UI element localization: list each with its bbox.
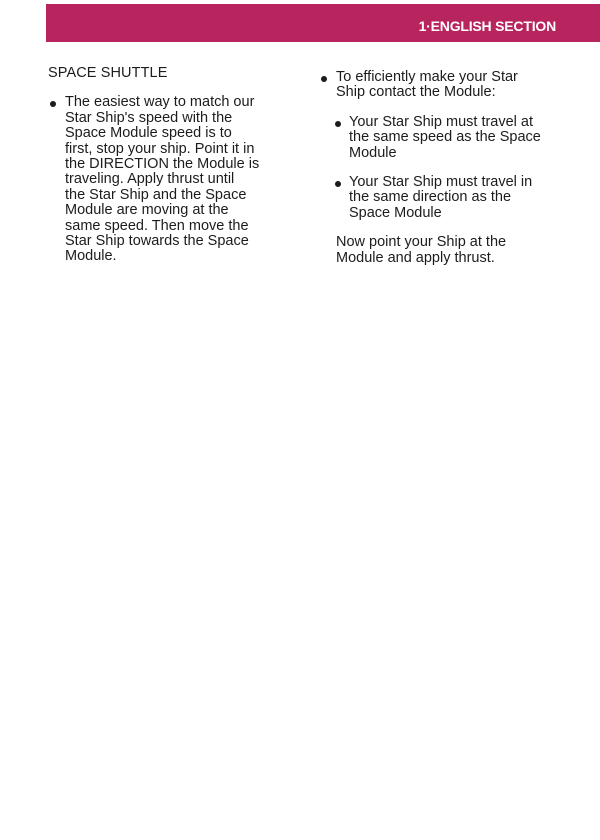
closing-paragraph: Now point your Ship at the Module and apply thrust. (336, 234, 507, 266)
sub-bullet-text: Your Star Ship must travel at the same speed as the Space Module (349, 113, 541, 161)
bullet-icon (50, 101, 56, 107)
bullet-icon (321, 76, 327, 82)
bullet-text: The easiest way to match our Star Ship's speed with the Space Module speed is to first, stop your ship. Point it in the DIRECTION the Module is traveling. Apply thrust until the Star Ship and the Space Module are moving at the same speed. Then move the Star Ship towards the Space Module. (65, 94, 260, 265)
header-band (46, 4, 600, 42)
left-column (47, 66, 287, 265)
sub-list (333, 115, 568, 221)
sub-list-item (333, 175, 568, 221)
right-column (318, 70, 568, 266)
bullet-text: To efficiently make your Star Ship contact the Module: (336, 69, 518, 101)
list-item (318, 70, 568, 101)
bullet-icon (335, 121, 341, 127)
sub-list-item (333, 115, 568, 161)
list-item (47, 95, 287, 264)
bullet-icon (335, 181, 341, 187)
section-heading: SPACE SHUTTLE (48, 65, 168, 81)
sub-bullet-text: Your Star Ship must travel in the same direction as the Space Module (349, 174, 533, 221)
section-label: 1·ENGLISH SECTION (418, 18, 556, 34)
